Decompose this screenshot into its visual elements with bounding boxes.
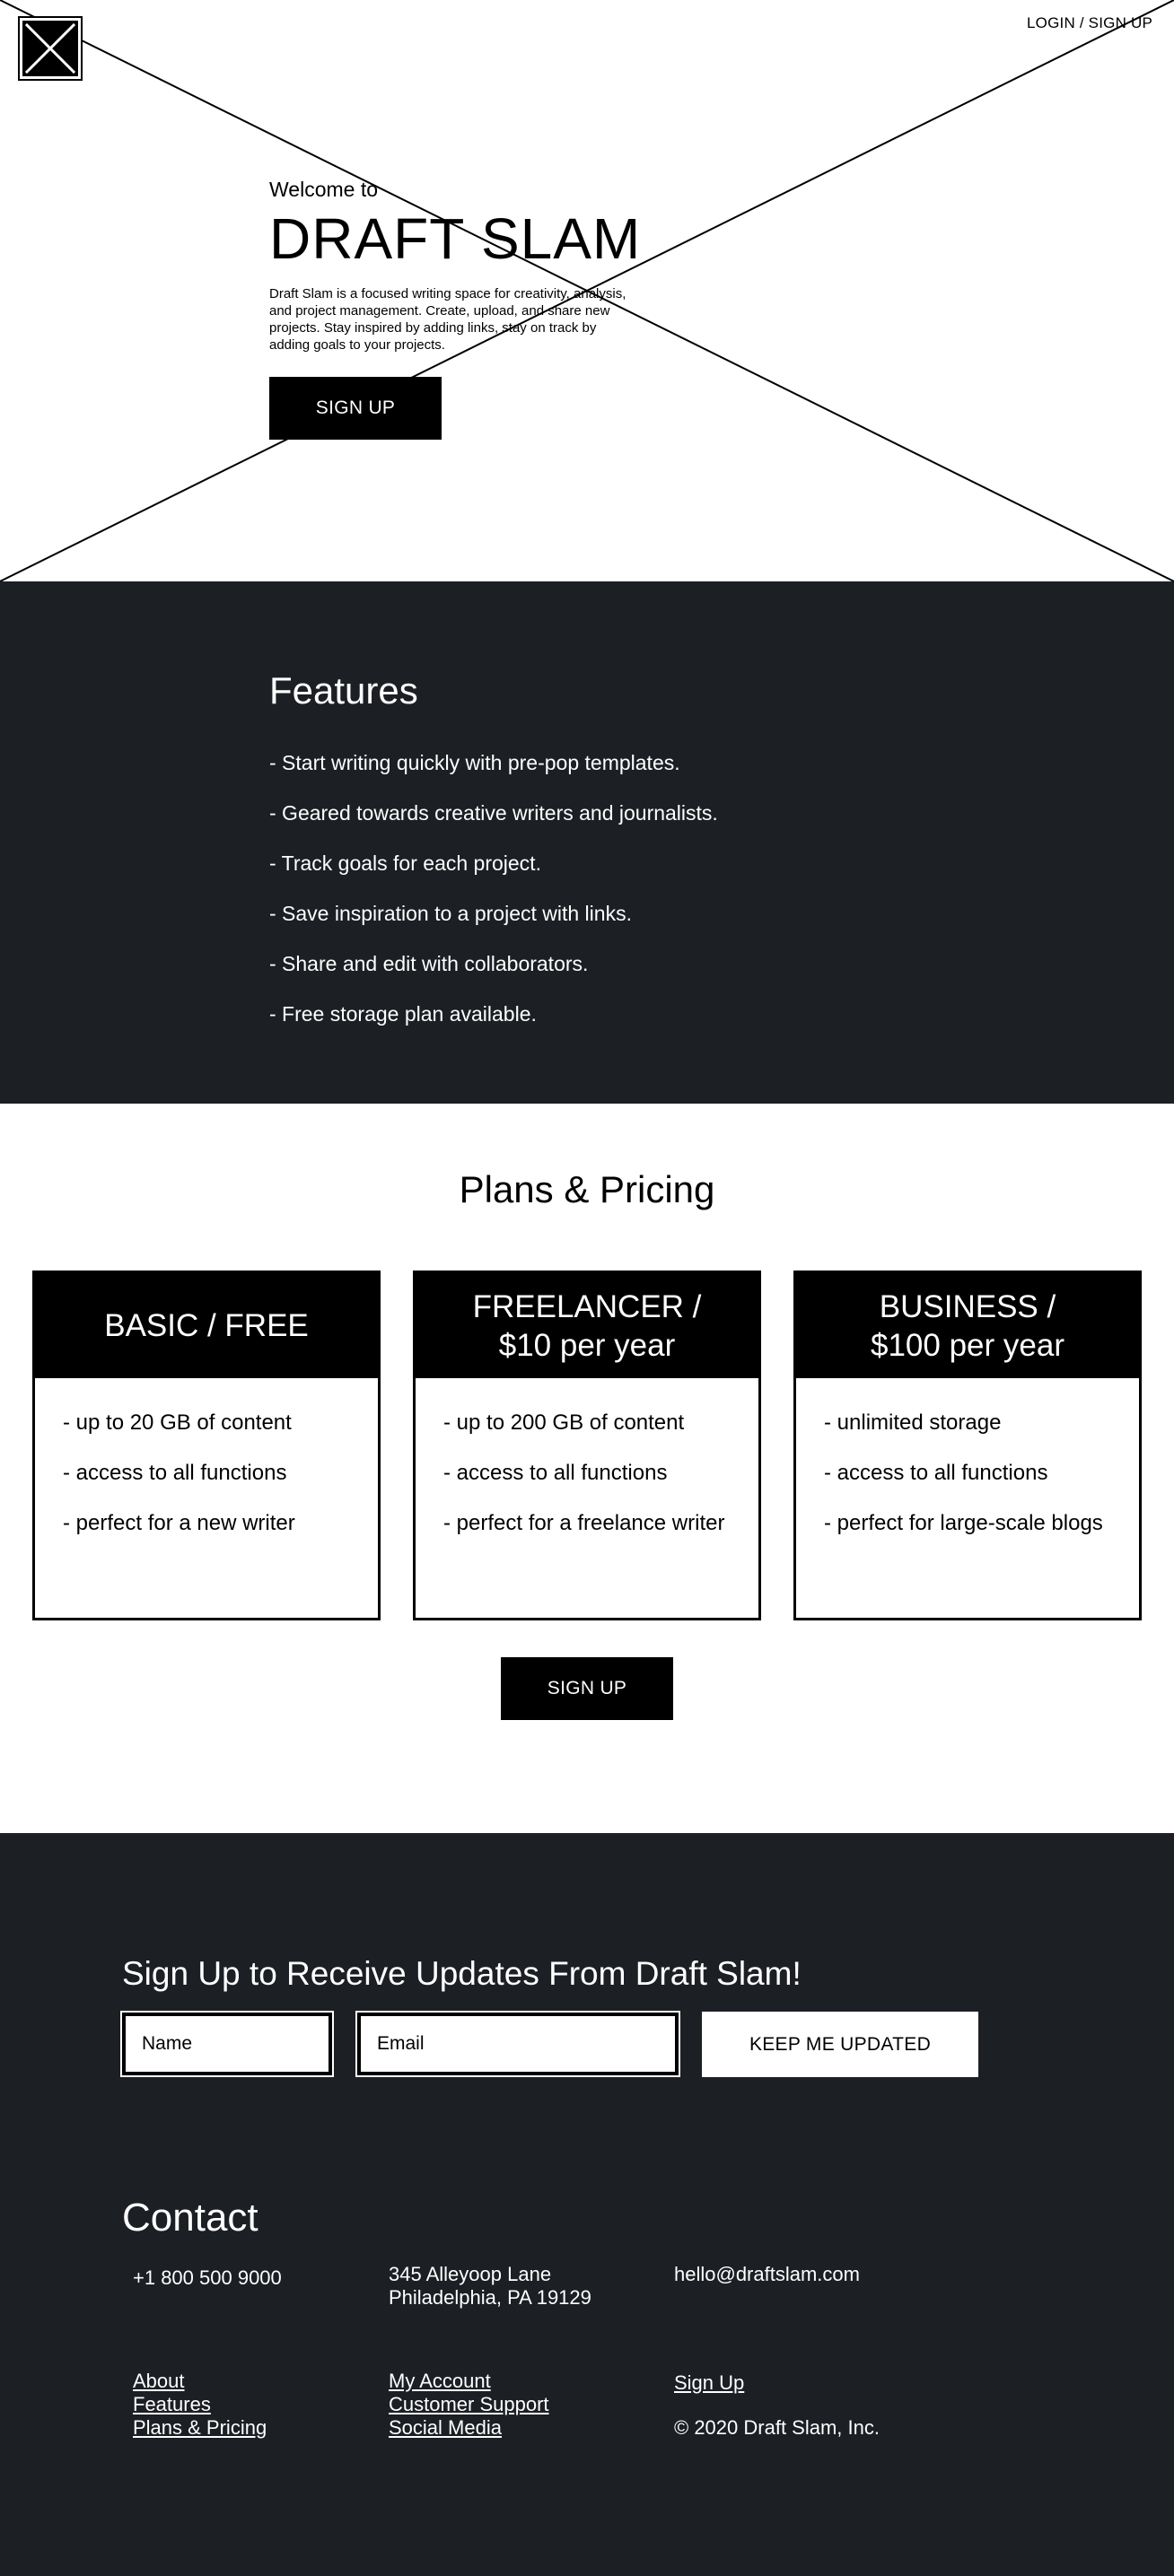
plan-feature: - perfect for a new writer	[63, 1511, 295, 1535]
email-input[interactable]	[357, 2013, 679, 2075]
feature-item: - Save inspiration to a project with links.	[269, 902, 632, 925]
hero-title: DRAFT SLAM	[269, 206, 642, 271]
plan-feature-list	[35, 1378, 378, 1549]
plan-feature: - access to all functions	[824, 1461, 1048, 1485]
address-line: 345 Alleyoop Lane	[389, 2263, 552, 2285]
hero-section	[0, 0, 1174, 581]
footer-link-sign-up[interactable]: Sign Up	[674, 2371, 745, 2394]
footer-link-my-account[interactable]: My Account	[389, 2370, 491, 2392]
plan-feature: - access to all functions	[63, 1461, 287, 1485]
footer-links-account	[389, 2370, 549, 2440]
contact-title: Contact	[122, 2196, 258, 2240]
feature-item: - Free storage plan available.	[269, 1002, 537, 1026]
features-title: Features	[269, 669, 418, 712]
features-section	[0, 581, 1174, 1104]
plan-feature: - up to 200 GB of content	[443, 1410, 685, 1435]
plan-feature-list	[796, 1378, 1139, 1549]
copyright: © 2020 Draft Slam, Inc.	[674, 2416, 880, 2439]
hero-content	[269, 178, 646, 440]
plan-name: BASIC / FREE	[35, 1273, 378, 1378]
plan-feature: - unlimited storage	[824, 1410, 1002, 1435]
plan-feature: - access to all functions	[443, 1461, 668, 1485]
contact-email: hello@draftslam.com	[674, 2263, 860, 2285]
plan-card-freelancer	[413, 1271, 761, 1620]
plan-name: BUSINESS / $100 per year	[796, 1273, 1139, 1378]
plan-card-basic	[32, 1271, 381, 1620]
plan-feature: - perfect for a freelance writer	[443, 1511, 725, 1535]
pricing-signup-button[interactable]: SIGN UP	[501, 1657, 673, 1720]
keep-me-updated-button[interactable]: KEEP ME UPDATED	[702, 2012, 978, 2077]
footer-link-customer-support[interactable]: Customer Support	[389, 2393, 549, 2415]
logo[interactable]	[18, 16, 83, 81]
plan-name: FREELANCER / $10 per year	[416, 1273, 758, 1378]
plan-card-business	[793, 1271, 1142, 1620]
plan-feature: - up to 20 GB of content	[63, 1410, 292, 1435]
hero-welcome: Welcome to	[269, 178, 379, 201]
contact-address	[389, 2263, 591, 2310]
updates-title: Sign Up to Receive Updates From Draft Slam!	[122, 1955, 802, 1992]
placeholder-image-icon	[22, 21, 78, 76]
feature-item: - Start writing quickly with pre-pop templates.	[269, 751, 680, 774]
name-input[interactable]	[122, 2013, 332, 2075]
plan-feature: - perfect for large-scale blogs	[824, 1511, 1103, 1535]
footer-link-social-media[interactable]: Social Media	[389, 2416, 502, 2439]
footer-link-plans-pricing[interactable]: Plans & Pricing	[133, 2416, 267, 2439]
footer-link-about[interactable]: About	[133, 2370, 185, 2392]
feature-item: - Track goals for each project.	[269, 851, 541, 875]
hero-description: Draft Slam is a focused writing space for creativity, analysis, and project management. Create, upload, and share new projects. Stay inspired by adding links, stay on track by adding goals to your projects.	[269, 286, 626, 354]
pricing-section	[0, 1104, 1174, 1833]
pricing-title: Plans & Pricing	[459, 1168, 715, 1210]
plan-feature-list	[416, 1378, 758, 1549]
login-signup-link[interactable]: LOGIN / SIGN UP	[1027, 14, 1152, 31]
footer-link-features[interactable]: Features	[133, 2393, 211, 2415]
contact-phone: +1 800 500 9000	[133, 2266, 282, 2289]
footer-section	[0, 1833, 1174, 2576]
footer-links-primary	[133, 2370, 267, 2440]
address-line: Philadelphia, PA 19129	[389, 2286, 591, 2309]
footer-links-signup	[674, 2371, 744, 2395]
feature-item: - Share and edit with collaborators.	[269, 952, 589, 975]
hero-signup-button[interactable]: SIGN UP	[269, 377, 442, 440]
feature-item: - Geared towards creative writers and journalists.	[269, 801, 718, 825]
